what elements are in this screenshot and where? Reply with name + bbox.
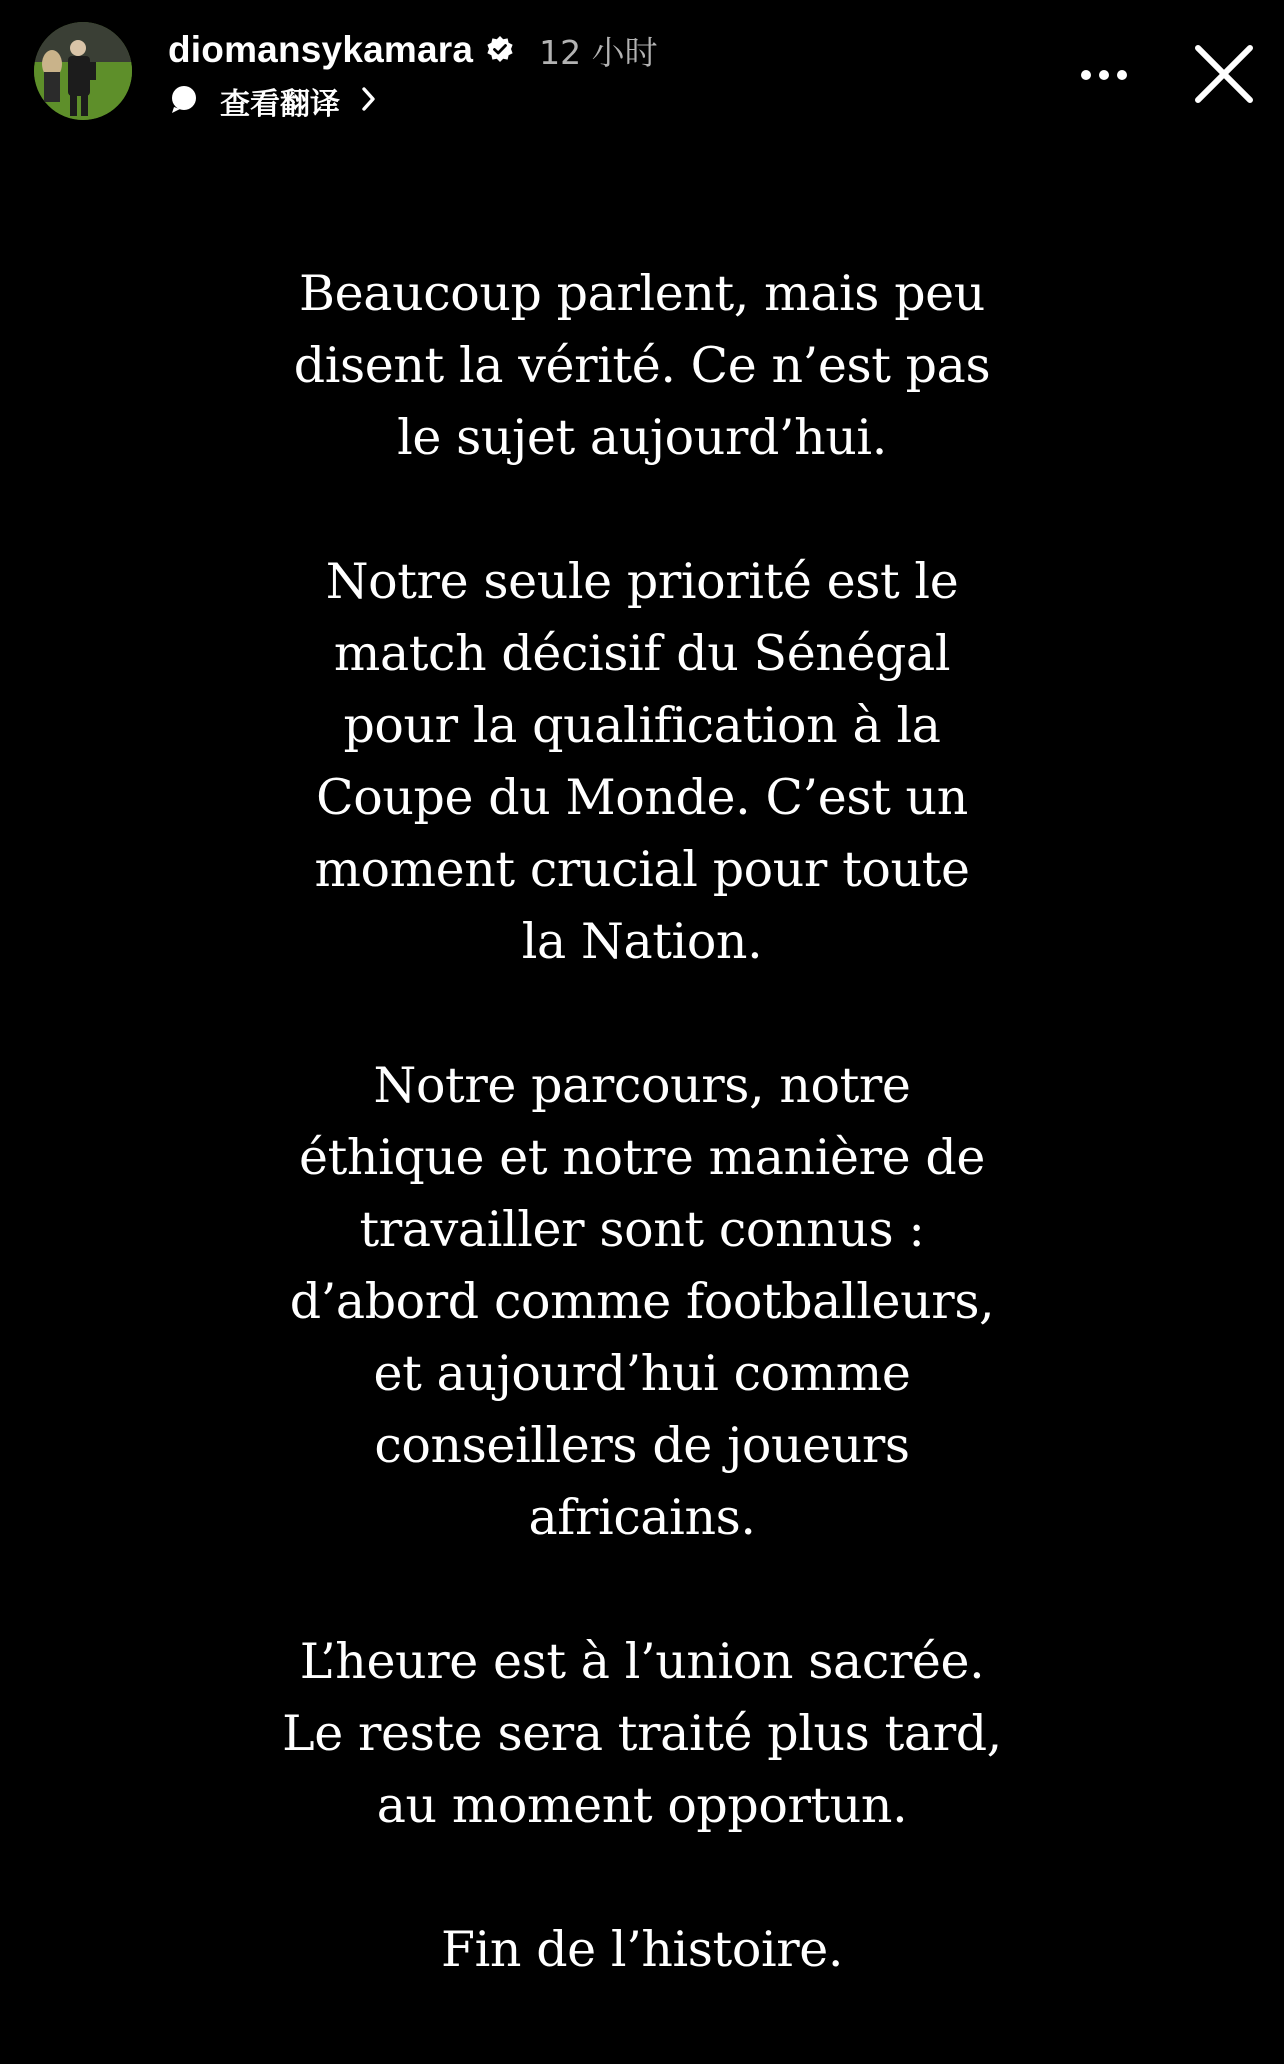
story-line: Le reste sera traité plus tard, <box>282 1705 1002 1762</box>
story-line: et aujourd’hui comme <box>373 1345 911 1402</box>
username[interactable]: diomansykamara <box>168 29 474 70</box>
chevron-right-icon <box>360 85 378 117</box>
story-line: Fin de l’histoire. <box>440 1921 844 1978</box>
story-line: L’heure est à l’union sacrée. <box>299 1633 985 1690</box>
story-line: travailler sont connus : <box>359 1201 925 1258</box>
post-timestamp: 12 小时 <box>539 32 658 72</box>
story-paragraph <box>142 546 1142 978</box>
story-line: africains. <box>528 1489 756 1546</box>
more-options-icon <box>1079 68 1129 82</box>
story-paragraph <box>142 258 1142 474</box>
more-options-button[interactable] <box>1076 52 1132 98</box>
close-button[interactable] <box>1190 40 1258 108</box>
close-icon <box>1192 42 1256 106</box>
see-translation-link[interactable] <box>168 80 378 122</box>
story-line: le sujet aujourd’hui. <box>397 409 887 466</box>
story-line: Notre seule priorité est le <box>325 553 959 610</box>
story-line: d’abord comme footballeurs, <box>289 1273 995 1330</box>
story-line: match décisif du Sénégal <box>333 625 951 682</box>
avatar-photo-icon <box>34 22 132 120</box>
verified-badge-icon <box>485 35 515 65</box>
story-line: conseillers de joueurs <box>374 1417 910 1474</box>
story-paragraph <box>142 1626 1142 1842</box>
story-line: au moment opportun. <box>376 1777 908 1834</box>
story-text <box>142 258 1142 2058</box>
story-header <box>0 0 1284 140</box>
story-paragraph <box>142 1050 1142 1554</box>
see-translation-label[interactable]: 查看翻译 <box>220 87 340 122</box>
story-line: disent la vérité. Ce n’est pas <box>293 337 991 394</box>
story-paragraph <box>142 1914 1142 1986</box>
story-line: moment crucial pour toute <box>314 841 970 898</box>
story-line: Beaucoup parlent, mais peu <box>299 265 985 322</box>
translate-bubble-icon <box>168 83 200 119</box>
avatar[interactable] <box>34 22 132 120</box>
story-line: éthique et notre manière de <box>299 1129 985 1186</box>
user-line <box>168 26 658 74</box>
story-line: Notre parcours, notre <box>373 1057 911 1114</box>
story-line: la Nation. <box>521 913 763 970</box>
story-line: pour la qualification à la <box>343 697 941 754</box>
story-line: Coupe du Monde. C’est un <box>316 769 968 826</box>
